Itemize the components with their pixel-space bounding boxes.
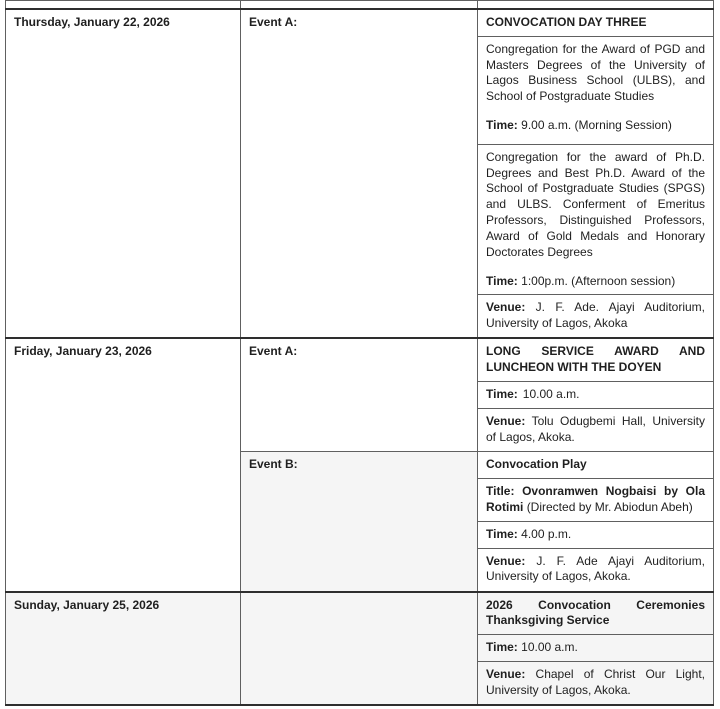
event-header-cell: CONVOCATION DAY THREE (478, 9, 714, 36)
date-cell-friday: Friday, January 23, 2026 (6, 338, 241, 591)
time-cell (478, 521, 714, 548)
time-value: 10.00 a.m. (521, 640, 578, 655)
venue-label: Venue: (486, 300, 526, 315)
table-row (6, 592, 714, 635)
time-cell (478, 382, 714, 409)
play-title-cell (478, 478, 714, 521)
venue-label: Venue: (486, 413, 526, 428)
time-label: Time: (486, 526, 518, 541)
venue-value: Chapel of Christ Our Light, University of Lagos, Akoka. (486, 667, 705, 697)
event-header-cell: Convocation Play (478, 451, 714, 478)
time-value: 9.00 a.m. (Morning Session) (521, 118, 672, 133)
venue-label: Venue: (486, 553, 526, 568)
table-row (6, 338, 714, 381)
session-cell (478, 144, 714, 295)
venue-cell (478, 295, 714, 339)
time-label: Time: (486, 118, 518, 133)
play-director: (Directed by Mr. Abiodun Abeh) (526, 499, 693, 514)
partial-cell (241, 1, 478, 10)
event-header-cell: 2026 Convocation Ceremonies Thanksgiving Service (478, 592, 714, 635)
venue-value: J. F. Ade. Ajayi Auditorium, University of Lagos, Akoka (486, 300, 705, 331)
venue-cell (478, 408, 714, 451)
session-cell (478, 36, 714, 144)
partial-cell (478, 1, 714, 10)
session-body: Congregation for the award of Ph.D. Degrees and Best Ph.D. Award of the School of Postgraduate Studies (SPGS) and ULBS. Conferment of Emeritus Professors, Distinguished Professors, Award of Gold Medals and Honorary Doctorates Degrees (486, 149, 705, 259)
time-row (486, 118, 705, 134)
time-value: 10.00 a.m. (522, 387, 580, 402)
event-label-cell: Event A: (241, 338, 478, 451)
time-value: 1:00p.m. (Afternoon session) (521, 273, 676, 288)
convocation-schedule-table (5, 0, 714, 706)
event-label-cell-empty (241, 592, 478, 705)
venue-cell (478, 548, 714, 592)
date-cell-thursday: Thursday, January 22, 2026 (6, 9, 241, 338)
event-header-cell: LONG SERVICE AWARD AND LUNCHEON WITH THE DOYEN (478, 338, 714, 381)
venue-value: Tolu Odugbemi Hall, University of Lagos, Akoka. (486, 413, 705, 444)
time-row (486, 274, 705, 290)
partial-cell (6, 1, 241, 10)
time-label: Time: (486, 387, 518, 402)
partial-top-row (6, 1, 714, 10)
table-row (6, 9, 714, 36)
event-label-cell: Event B: (241, 451, 478, 591)
event-label-cell: Event A: (241, 9, 478, 338)
time-value: 4.00 p.m. (521, 526, 572, 541)
time-cell (478, 635, 714, 662)
time-label: Time: (486, 273, 518, 288)
time-label: Time: (486, 640, 518, 655)
session-body: Congregation for the Award of PGD and Masters Degrees of the University of Lagos Business School (ULBS), and School of Postgraduate Studies (486, 41, 705, 104)
date-cell-sunday: Sunday, January 25, 2026 (6, 592, 241, 705)
venue-label: Venue: (486, 667, 526, 682)
venue-value: J. F. Ade Ajayi Auditorium, University of Lagos, Akoka. (486, 553, 705, 584)
play-title: Title: Ovonramwen Nogbaisi by Ola Rotimi (486, 483, 705, 514)
venue-cell (478, 662, 714, 706)
